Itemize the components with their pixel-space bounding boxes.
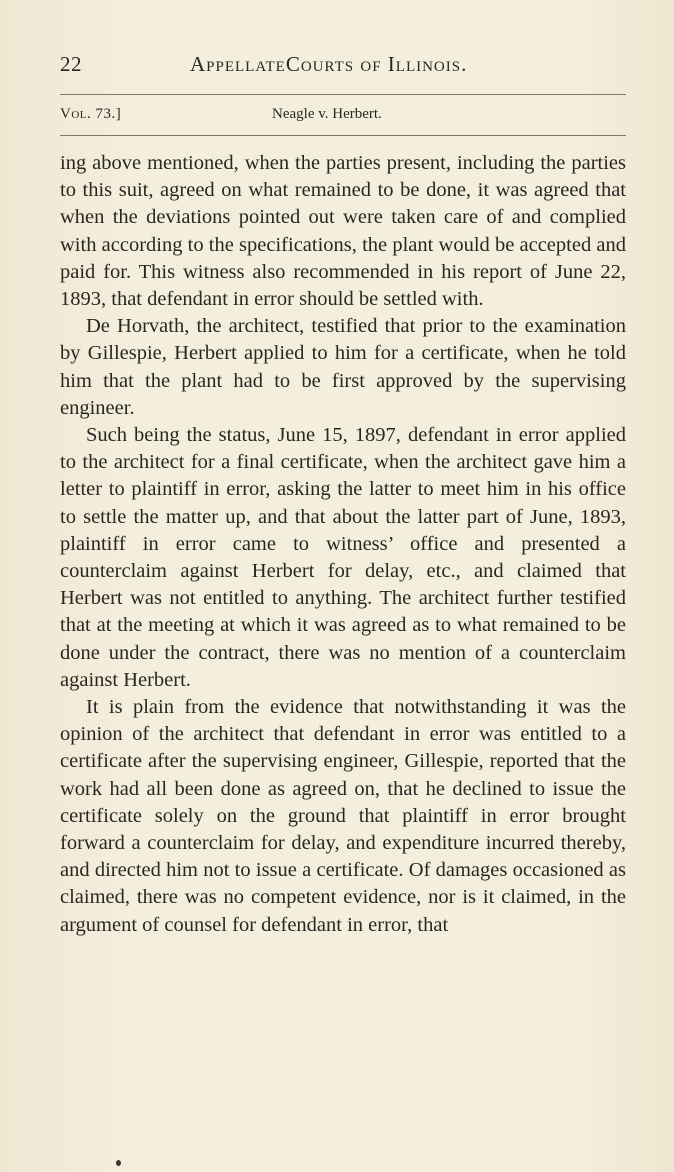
header-rule-bottom xyxy=(60,135,626,136)
running-head xyxy=(60,52,620,80)
volume-label: Vol. 73.] xyxy=(60,106,122,122)
paragraph: De Horvath, the architect, testified that prior to the examination by Gillespie, Herbert applied to him for a certificate, when he told him that the plant had to be first approved by the supervising engineer. xyxy=(60,315,626,419)
ink-speck xyxy=(116,1160,121,1166)
paragraph-continued: ing above mentioned, when the parties present, including the parties to this suit, agreed on what remained to be done, it was agreed that when the deviations pointed out were taken care of and complied with according to the specifications, the plant would be accepted and paid for. This witness also recommended in his report of June 22, 1893, that defendant in error should be settled with. xyxy=(60,152,626,311)
case-title: Neagle v. Herbert. xyxy=(272,106,382,122)
body-text xyxy=(60,150,626,939)
header-rule-top xyxy=(60,94,626,95)
case-header xyxy=(60,106,626,128)
page-number: 22 xyxy=(60,52,82,76)
running-title: AppellateCourts of Illinois. xyxy=(190,52,468,76)
paragraph: It is plain from the evidence that notwithstanding it was the opinion of the architect that defendant in error was entitled to a certificate after the supervising engineer, Gillespie, reported that the work had all been done as agreed on, that he declined to issue the certificate solely on the ground that plaintiff in error brought forward a counterclaim for delay, and expenditure incurred thereby, and directed him not to issue a certificate. Of damages occasioned as claimed, there was no competent evidence, nor is it claimed, in the argument of counsel for defendant in error, that xyxy=(60,696,626,936)
paragraph: Such being the status, June 15, 1897, defendant in error applied to the architect for a final certificate, when the architect gave him a letter to plaintiff in error, asking the latter to meet him in his office to settle the matter up, and that about the latter part of June, 1893, plaintiff in error came to witness’ office and presented a counterclaim against Herbert for delay, etc., and claimed that Herbert was not entitled to anything. The architect further testified that at the meeting at which it was agreed as to what remained to be done under the contract, there was no mention of a counterclaim against Herbert. xyxy=(60,424,626,691)
